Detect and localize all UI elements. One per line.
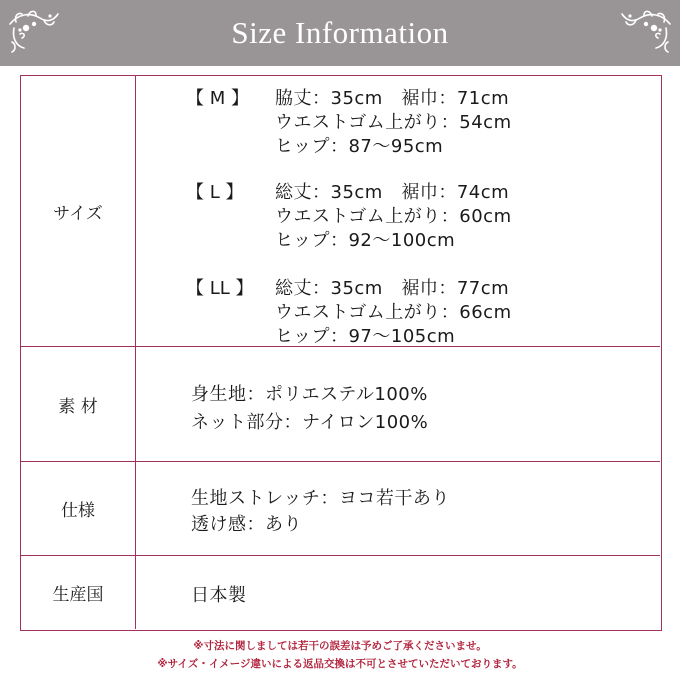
material-content (136, 347, 660, 461)
size-ll-line1: 総丈：35cm 裾巾：77cm (275, 278, 510, 299)
origin-content (136, 556, 660, 629)
spec-line1: 生地ストレッチ：ヨコ若干あり (191, 488, 450, 509)
spec-content (136, 462, 660, 555)
header-bar (0, 0, 680, 66)
page-title: Size Information (231, 15, 449, 50)
origin-row (21, 556, 660, 629)
spec-label: 仕様 (21, 462, 136, 555)
size-l-line2: ウエストゴム上がり：60cm (275, 206, 512, 227)
flourish-ornament-icon (616, 4, 676, 56)
size-content (136, 76, 660, 346)
note-line-2: ※サイズ・イメージ違いによる返品交換は不可とさせていただいております。 (157, 658, 523, 670)
note-line-1: ※寸法に関しましては若干の誤差は予めご了承くださいませ。 (193, 640, 487, 652)
size-tag-m: 【 M 】 (186, 88, 249, 109)
size-l-line3: ヒップ：92〜100cm (275, 230, 456, 251)
size-row (21, 76, 660, 347)
size-tag-ll: 【 LL 】 (186, 278, 254, 299)
size-info-table (20, 75, 662, 631)
material-label: 素 材 (21, 347, 136, 461)
spec-row (21, 462, 660, 556)
size-m-line3: ヒップ：87〜95cm (275, 136, 444, 157)
size-label: サイズ (21, 76, 136, 346)
size-m-line1: 脇丈：35cm 裾巾：71cm (275, 88, 510, 109)
material-line2: ネット部分：ナイロン100% (191, 412, 429, 433)
size-tag-l: 【 L 】 (186, 182, 244, 203)
size-l-line1: 総丈：35cm 裾巾：74cm (275, 182, 510, 203)
spec-line2: 透け感：あり (191, 514, 302, 535)
origin-label: 生産国 (21, 556, 136, 629)
origin-value: 日本製 (191, 585, 247, 606)
material-row (21, 347, 660, 462)
material-line1: 身生地：ポリエステル100% (191, 384, 428, 405)
size-ll-line2: ウエストゴム上がり：66cm (275, 302, 512, 323)
size-m-line2: ウエストゴム上がり：54cm (275, 112, 512, 133)
size-ll-line3: ヒップ：97〜105cm (275, 326, 456, 347)
